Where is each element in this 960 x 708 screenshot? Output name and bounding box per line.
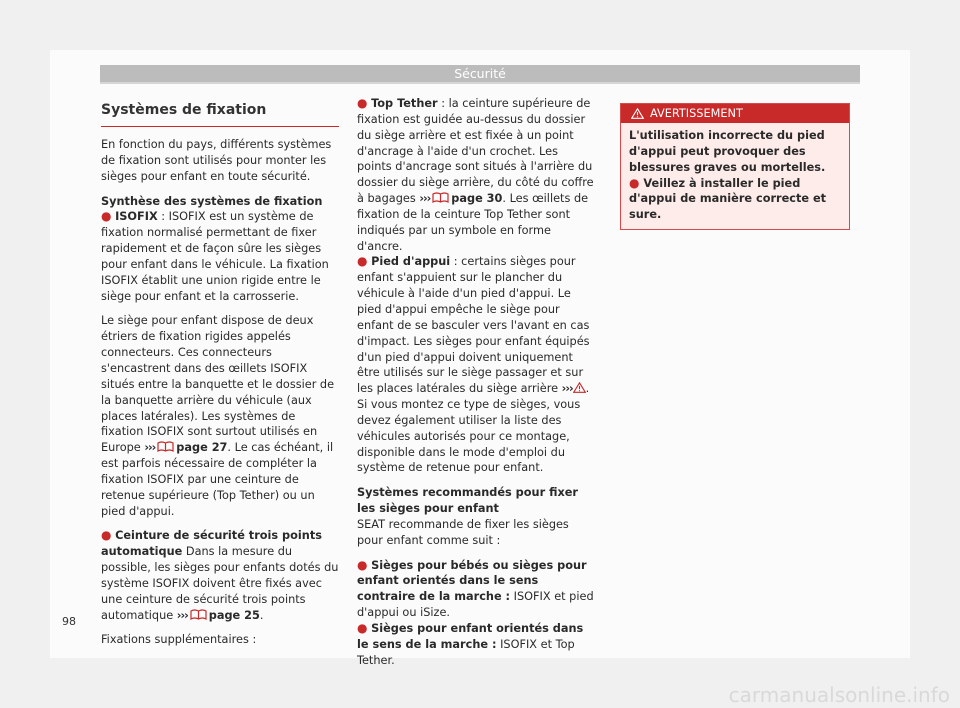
page-number: 98 — [62, 615, 76, 628]
book-icon — [432, 192, 449, 203]
reference-arrow: ››› — [419, 192, 431, 206]
isofix-text: : ISOFIX est un système de fixation normalisé permettant de fixer rapidement et de façon sûre les sièges pour enfant dans le véhicule. La fixation ISOFIX établit une union rigide entre le siège pour enfant et la carrosserie. — [101, 210, 329, 303]
pied-item — [357, 254, 595, 476]
recommandes-text: SEAT recommande de fixer les sièges pour enfant comme suit : — [357, 517, 569, 547]
bebes-label: Sièges pour bébés ou sièges pour enfant orientés dans le sens contraire de la marche : — [357, 558, 587, 604]
ceinture-item — [101, 528, 339, 623]
bebes-item — [357, 558, 595, 621]
recommandes-heading: Systèmes recommandés pour fixer les sièges pour enfant — [357, 486, 578, 516]
page-link[interactable]: page 25 — [208, 608, 260, 622]
manual-page — [50, 50, 910, 667]
bullet: ● — [101, 209, 112, 224]
reference-arrow: ››› — [144, 441, 156, 455]
book-icon — [157, 441, 174, 452]
bullet: ● — [357, 96, 368, 110]
toptether-tail: . Les œillets de fixation de la ceinture Top Tether sont indiqués par un symbole en forme d'ancre. — [357, 192, 589, 253]
column-left — [101, 96, 339, 648]
intro-paragraph: En fonction du pays, différents systèmes de fixation sont utilisés pour monter les sièges pour enfant en toute sécurité. — [101, 138, 332, 183]
reference-arrow: ››› — [176, 608, 188, 622]
pied-tail: . Si vous montez ce type de sièges, vous devez également utiliser la liste des véhicules autorisés pour ce montage, disponible dans le mode d'emploi du système de retenue pour enfant. — [357, 382, 590, 475]
chapter-header: Sécurité — [100, 65, 860, 82]
ceinture-tail: . — [259, 608, 264, 622]
marche-label: Sièges pour enfant orientés dans le sens de la marche : — [357, 622, 584, 651]
warning-icon[interactable] — [573, 382, 586, 393]
ceinture-label: Ceinture de sécurité trois points automatique — [101, 529, 322, 559]
header-underline — [100, 82, 860, 84]
marche-item — [357, 621, 595, 669]
warning-triangle-icon — [631, 108, 644, 119]
page-link[interactable]: page 30 — [451, 192, 503, 206]
isofix-label: ISOFIX — [115, 210, 158, 224]
isofix-item — [101, 209, 339, 304]
bullet: ● — [101, 528, 112, 543]
connecteurs-paragraph — [101, 313, 339, 519]
column-right — [620, 96, 858, 230]
bullet: ● — [357, 254, 368, 269]
warning-body — [621, 123, 849, 229]
fixations-supplementaires: Fixations supplémentaires : — [101, 633, 257, 647]
section-title: Systèmes de fixation — [101, 96, 339, 127]
connecteurs-text: Le siège pour enfant dispose de deux étriers de fixation rigides appelés connecteurs. Ces connecteurs s'encastrent dans des œillets ISOFIX situés entre la banquette et le dossier de la banquette arrière du véhicule (aux places latérales). Les systèmes de fixation ISOFIX sont surtout utilisés en Europe — [101, 314, 335, 455]
bullet: ● — [357, 557, 368, 572]
ceinture-text: Dans la mesure du possible, les sièges pour enfants dotés du système ISOFIX doivent être fixés avec une ceinture de sécurité trois points automatique — [101, 545, 339, 622]
marche-text: ISOFIX et Top Tether. — [357, 637, 575, 667]
column-middle — [357, 96, 595, 669]
bullet: ● — [357, 621, 368, 635]
page-link[interactable]: page 27 — [176, 441, 228, 455]
warning-title: AVERTISSEMENT — [650, 107, 743, 120]
bullet: ● — [629, 175, 640, 190]
watermark: carmanualsonline.info — [728, 683, 950, 707]
toptether-label: Top Tether — [371, 97, 438, 110]
warning-header — [621, 104, 849, 123]
pied-text: : certains sièges pour enfant s'appuient sur le plancher du véhicule à l'aide d'un pied d'appui. Le pied d'appui empêche le siège pour enfant de se basculer vers l'avant en cas d'impact. Les sièges pour enfant équipés d'un pied d'appui doivent uniquement être utilisés sur le siège passager et sur les places latérales du siège arrière — [357, 255, 590, 396]
connecteurs-tail: . Le cas échéant, il est parfois nécessaire de compléter la fixation ISOFIX par une ceinture de retenue supérieure (Top Tether) ou un pied d'appui. — [101, 441, 334, 518]
warning-box — [620, 103, 850, 230]
warning-line-2 — [629, 176, 841, 224]
bebes-text: ISOFIX et pied d'appui ou iSize. — [357, 590, 594, 620]
toptether-item — [357, 96, 595, 254]
warning-line-1: L'utilisation incorrecte du pied d'appui peut provoquer des blessures graves ou mortelles. — [629, 129, 826, 174]
reference-arrow: ››› — [561, 382, 573, 396]
book-icon — [190, 609, 207, 620]
toptether-text: : la ceinture supérieure de fixation est guidée au-dessus du dossier du siège arrière et est fixée à un point d'ancrage à l'aide d'un crochet. Les points d'ancrage sont situés à l'arrière du dossier du siège arrière, du côté du coffre à bagages — [357, 97, 594, 206]
warning-line-2-text: Veillez à installer le pied d'appui de manière correcte et sure. — [629, 176, 827, 222]
pied-label: Pied d'appui — [371, 255, 451, 269]
synthese-heading: Synthèse des systèmes de fixation — [101, 194, 323, 208]
